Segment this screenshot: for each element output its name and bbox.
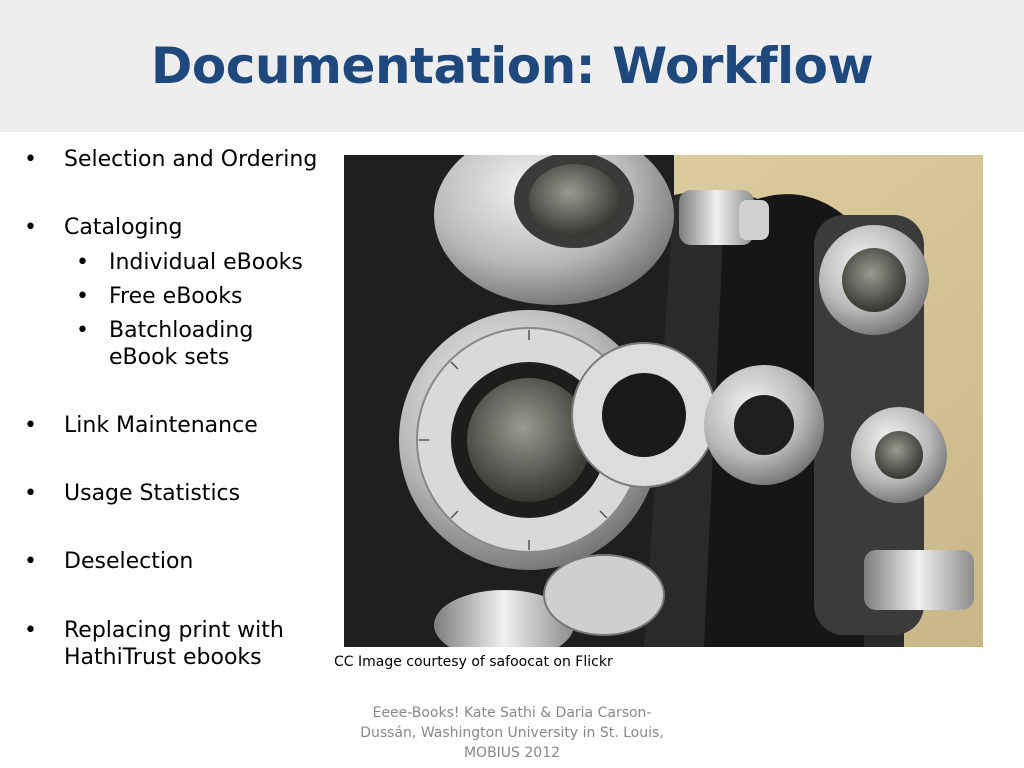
list-item-text: HathiTrust ebooks: [64, 645, 262, 670]
bullet-icon: •: [76, 318, 89, 343]
bullet-icon: •: [76, 284, 89, 309]
list-item-text: Cataloging: [64, 215, 183, 240]
list-item-text: Individual eBooks: [109, 250, 303, 275]
bullet-icon: •: [24, 481, 37, 506]
footer-line: Dussán, Washington University in St. Louis,: [360, 725, 664, 741]
footer-line: MOBIUS 2012: [463, 745, 561, 761]
list-item-text: Replacing print with: [64, 618, 284, 643]
image-caption: CC Image courtesy of safoocat on Flickr: [334, 654, 613, 670]
phoropter-photo: [344, 155, 983, 647]
list-item-text: Selection and Ordering: [64, 147, 318, 172]
list-item-text: Free eBooks: [109, 284, 243, 309]
list-item-text: Link Maintenance: [64, 413, 258, 438]
slide-title: Documentation: Workflow: [150, 37, 874, 95]
bullet-icon: •: [24, 413, 37, 438]
bullet-icon: •: [24, 549, 37, 574]
slide-footer: [352, 703, 672, 763]
bullet-icon: •: [24, 147, 37, 172]
bullet-icon: •: [76, 250, 89, 275]
footer-line: Eeee-Books! Kate Sathi & Daria Carson-: [372, 705, 652, 721]
list-item-text: Batchloading: [109, 318, 254, 343]
list-item-text: eBook sets: [109, 345, 230, 370]
list-item-text: Usage Statistics: [64, 481, 241, 506]
list-item-text: Deselection: [64, 549, 194, 574]
bullet-icon: •: [24, 215, 37, 240]
bullet-icon: •: [24, 618, 37, 643]
phoropter-illustration: [344, 155, 983, 647]
